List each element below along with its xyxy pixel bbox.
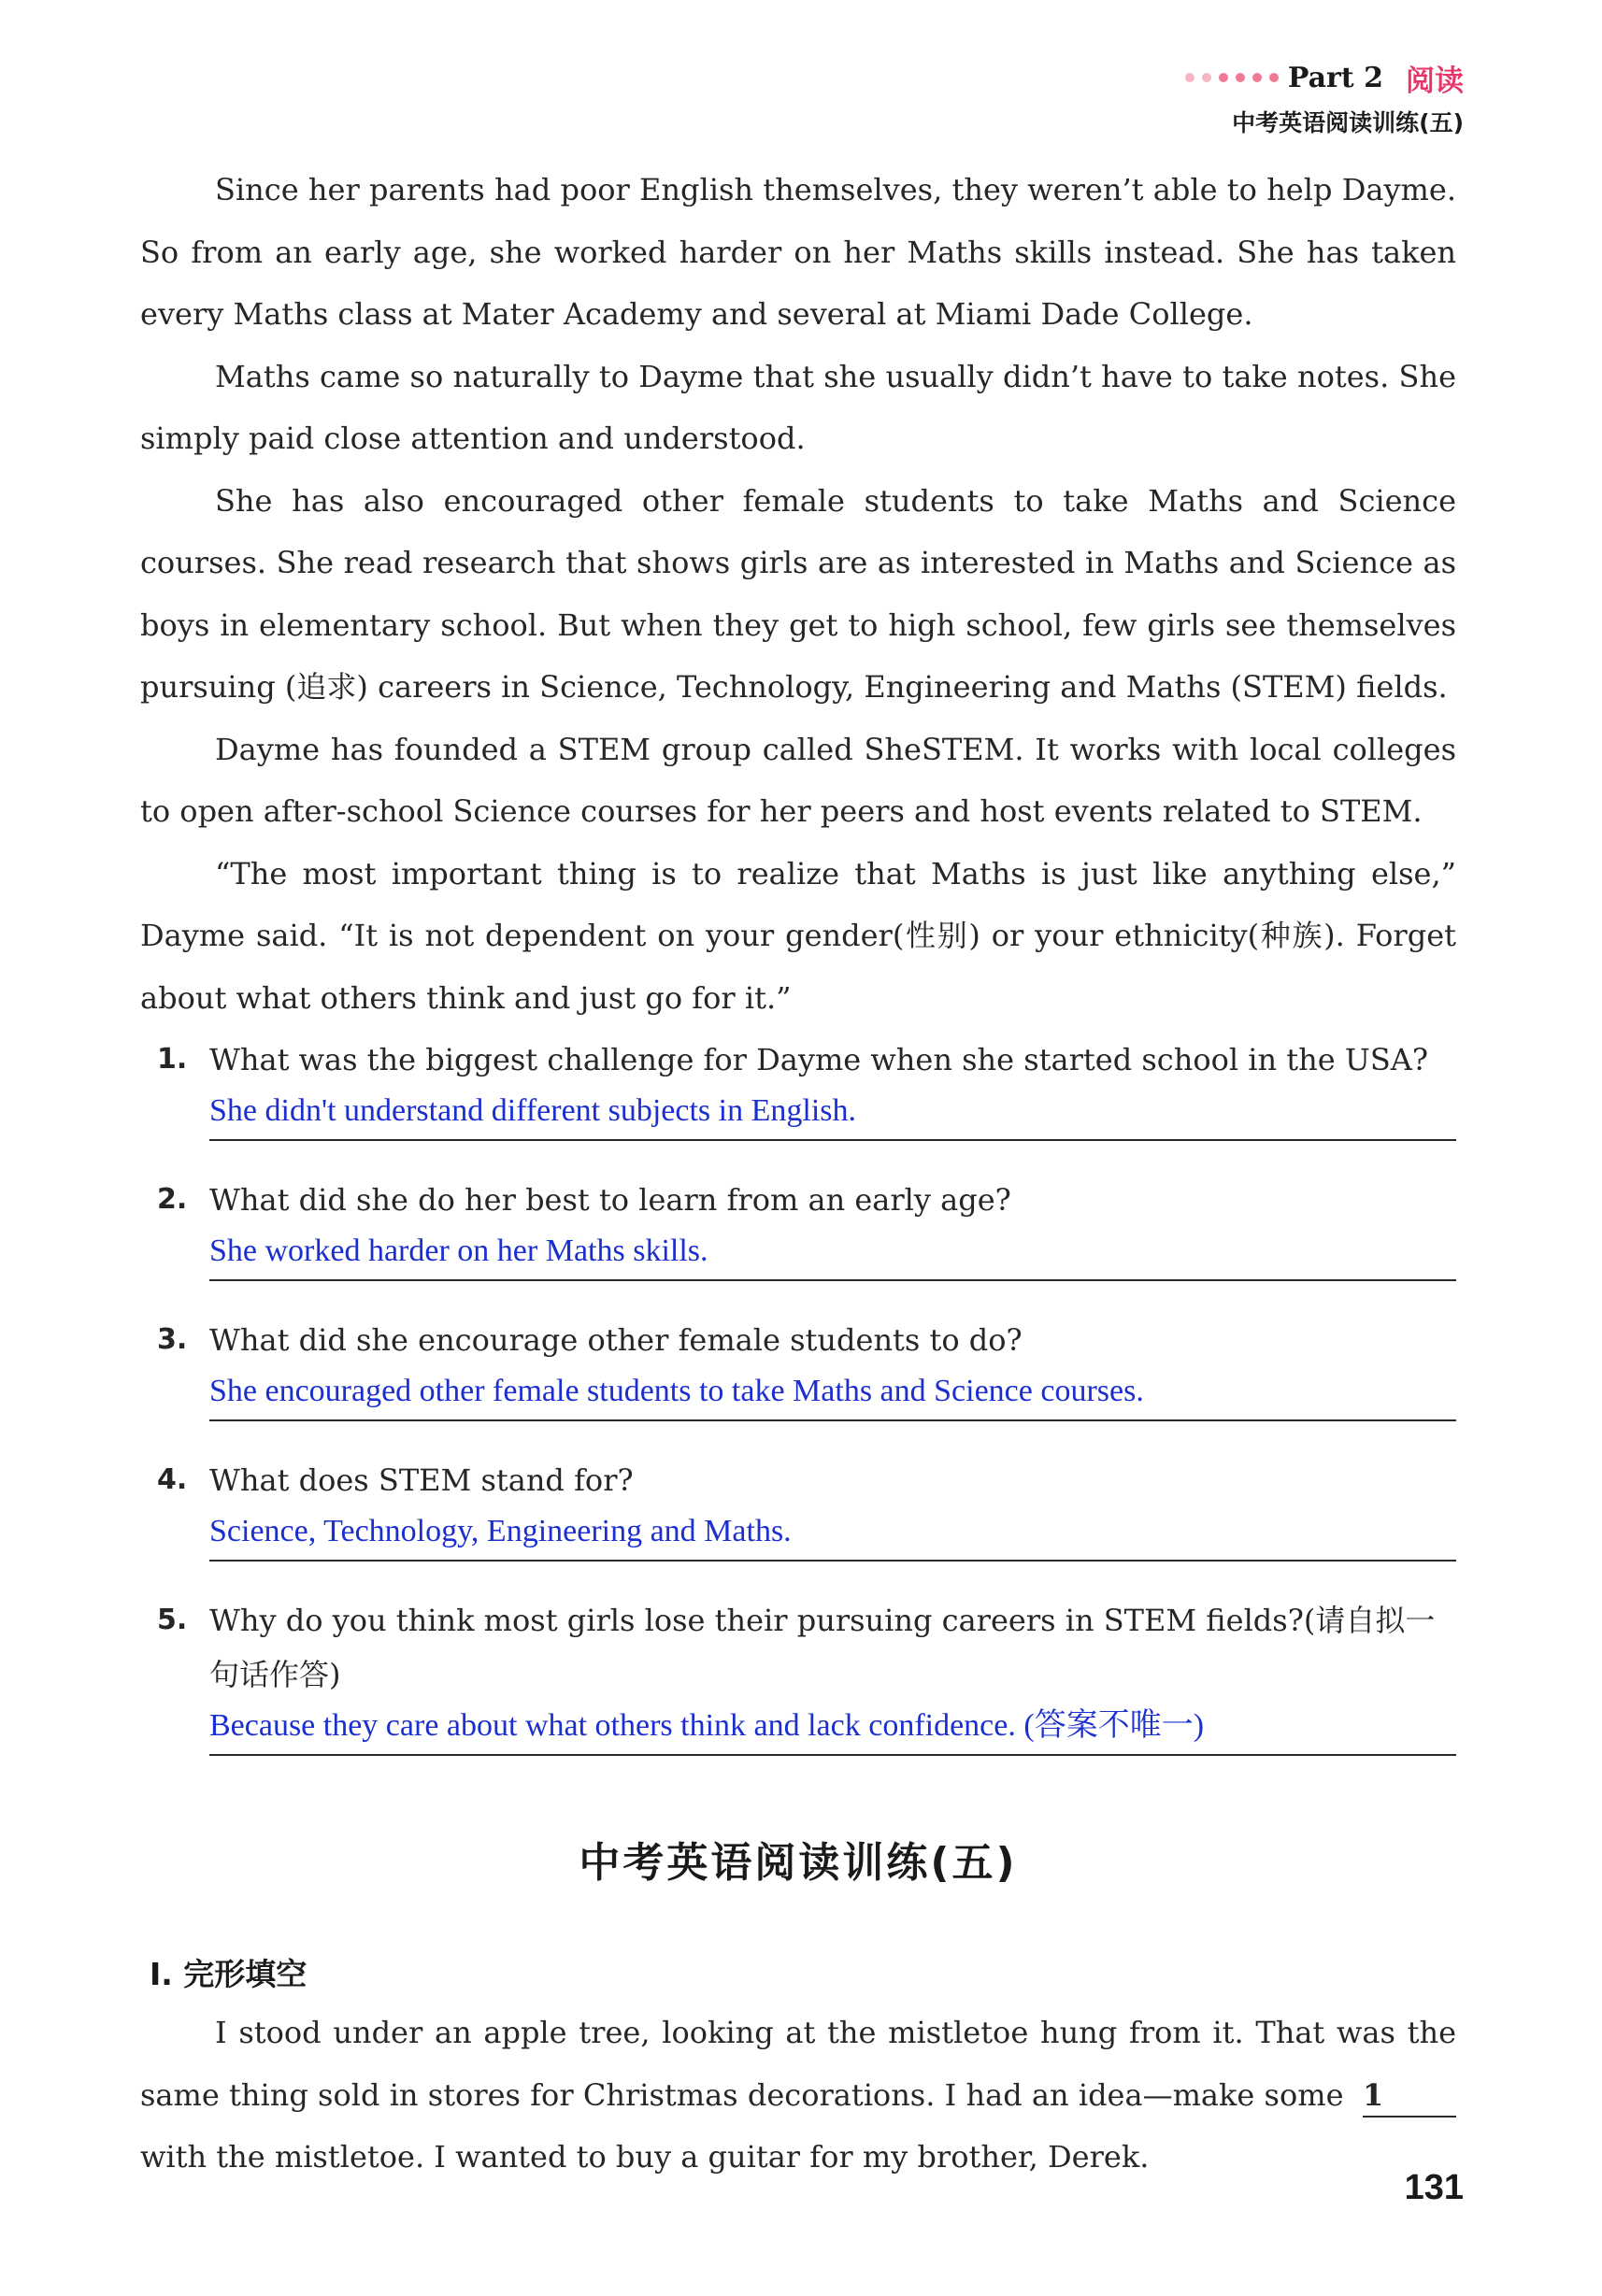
answer-line [209, 1507, 1456, 1562]
answer-text: She encouraged other female students to take Maths and Science courses. [209, 1374, 1144, 1408]
cloze-paragraph [140, 2002, 1456, 2189]
answer-text: Science, Technology, Engineering and Maths. [209, 1514, 792, 1548]
header-top-row [1185, 56, 1464, 99]
answer-line [209, 1702, 1456, 1756]
answer-text: She worked harder on her Maths skills. [209, 1234, 708, 1268]
question-item [157, 1173, 1456, 1281]
question-text: What was the biggest challenge for Dayme when she started school in the USA? [209, 1042, 1428, 1077]
answer-text: Because they care about what others think and lack confidence. (答案不唯一) [209, 1708, 1205, 1743]
question-list [140, 1033, 1456, 1756]
question-number: 4. [157, 1463, 188, 1496]
passage-paragraph: She has also encouraged other female students to take Maths and Science courses. She read research that shows girls are as interested in Maths and Science as boys in elementary school. But when they get to high school, few girls see themselves pursuing (追求) careers in Science, Technology, Engineering and Maths (STEM) fields. [140, 482, 1456, 705]
question-item [157, 1033, 1456, 1141]
part-heading: Ⅰ. 完形填空 [150, 1956, 308, 1992]
page-number: 131 [1404, 2168, 1464, 2207]
question-number: 3. [157, 1323, 188, 1356]
question-text: Why do you think most girls lose their pursuing careers in STEM fields?(请自拟一句话作答) [209, 1603, 1436, 1692]
question-number: 2. [157, 1183, 188, 1216]
decorative-dots-icon [1185, 73, 1279, 82]
section-title: 中考英语阅读训练(五) [579, 1839, 1018, 1887]
answer-text: She didn't understand different subjects in English. [209, 1093, 857, 1128]
passage-paragraph: Maths came so naturally to Dayme that she usually didn’t have to take notes. She simply paid close attention and understood. [140, 358, 1456, 456]
question-text: What did she encourage other female students to do? [209, 1322, 1023, 1358]
question-number: 5. [157, 1604, 188, 1636]
question-item [157, 1453, 1456, 1562]
passage-paragraph: “The most important thing is to realize that Maths is just like anything else,” Dayme said. “It is not dependent on your gender(性别) or your ethnicity(种族). Forget about what others think and just go for it.” [140, 855, 1456, 1016]
question-item [157, 1313, 1456, 1421]
page-header [1185, 56, 1464, 138]
cloze-blank: 1 [1363, 2075, 1456, 2118]
cloze-text-before: I stood under an apple tree, looking at the mistletoe hung from it. That was the same thing sold in stores for Christmas decorations. I had an idea—make some [140, 2015, 1456, 2113]
header-subtitle: 中考英语阅读训练(五) [1232, 109, 1464, 136]
part-label: Part 2 [1287, 61, 1383, 94]
answer-line [209, 1087, 1456, 1141]
answer-line [209, 1227, 1456, 1281]
cloze-text-after: with the mistletoe. I wanted to buy a guitar for my brother, Derek. [140, 2139, 1150, 2175]
passage-paragraph: Since her parents had poor English themselves, they weren’t able to help Dayme. So from an early age, she worked harder on her Maths skills instead. She has taken every Maths class at Mater Academy and several at Miami Dade College. [140, 172, 1456, 332]
passage-paragraph: Dayme has founded a STEM group called SheSTEM. It works with local colleges to open after-school Science courses for her peers and host events related to STEM. [140, 731, 1456, 829]
question-text: What does STEM stand for? [209, 1462, 634, 1498]
question-item [157, 1593, 1456, 1756]
page-content [140, 159, 1456, 2189]
answer-line [209, 1367, 1456, 1421]
section-label: 阅读 [1406, 64, 1464, 98]
question-text: What did she do her best to learn from an early age? [209, 1182, 1011, 1218]
question-number: 1. [157, 1043, 188, 1076]
